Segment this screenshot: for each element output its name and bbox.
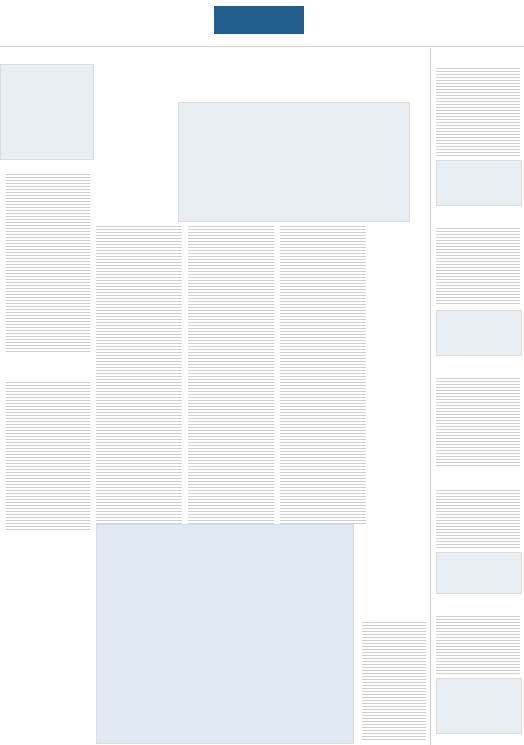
- header-rule: [0, 46, 524, 47]
- left-column-text-2: [6, 380, 90, 530]
- left-column-text: [6, 172, 90, 352]
- sidebar-text-5: [436, 614, 520, 674]
- header: [0, 0, 524, 48]
- main-col-3: [280, 224, 366, 524]
- sidebar-image-2: [436, 310, 522, 356]
- sidebar-text-1: [436, 66, 520, 156]
- right-sidebar: [436, 52, 520, 742]
- sidebar-text-4: [436, 488, 520, 548]
- chameleon-photo: [96, 524, 354, 744]
- wearables-collage-image: [178, 102, 410, 222]
- sidebar-divider: [430, 48, 431, 745]
- section-title: [214, 6, 304, 34]
- photo-caption: [362, 620, 426, 740]
- sidebar-text-3: [436, 376, 520, 466]
- photo-story: [96, 510, 430, 742]
- sidebar-image-4: [436, 678, 522, 734]
- sidebar-image-3: [436, 552, 522, 594]
- sidebar-image-1: [436, 160, 522, 206]
- main-col-1: [96, 224, 182, 524]
- wearable-device-image: [0, 64, 94, 160]
- sidebar-text-2: [436, 226, 520, 306]
- main-col-2: [188, 224, 274, 524]
